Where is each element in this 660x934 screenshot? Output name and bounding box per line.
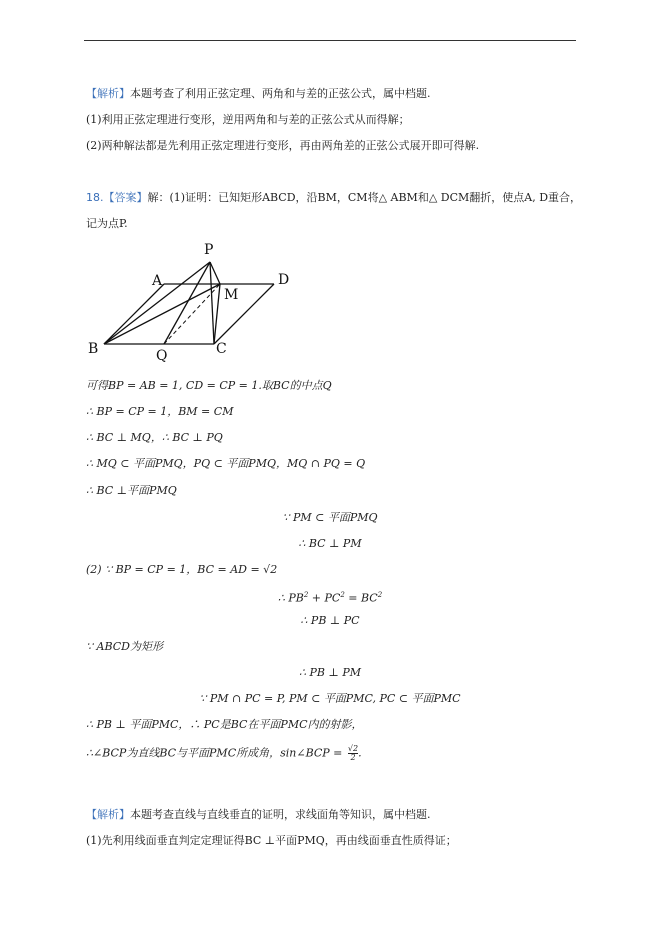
edge-PC [210,262,214,344]
step-1: 可得BP = AB = 1, CD = CP = 1.取BC的中点Q [86,379,332,392]
label-P: P [204,242,214,258]
part2-line: (2) ∵ BP = CP = 1，BC = AD = √2 [86,563,278,576]
analysis-point-1: (1)利用正弦定理进行变形，逆用两角和与差的正弦公式从而得解； [86,113,410,126]
edge-CD [214,284,274,344]
edge-BM [104,284,220,344]
step-2: ∴ BP = CP = 1，BM = CM [86,405,234,418]
step-4: ∴ MQ ⊂ 平面PMQ，PQ ⊂ 平面PMQ，MQ ∩ PQ = Q [86,457,366,470]
label-D: D [278,272,290,288]
centered-eq-2: ∴ BC ⊥ PM [298,537,362,550]
analysis-tag: 【解析】 [86,87,130,100]
question-number: 18. [86,191,104,204]
analysis-tag: 【解析】 [86,808,130,821]
edge-AB [104,284,164,344]
q18-intro: 解：(1)证明：已知矩形ABCD，沿BM，CM将△ ABM和△ DCM翻折，使点A, D重合， [147,191,582,204]
projection-line: ∴ PB ⊥ 平面PMC，∴ PC是BC在平面PMC内的射影， [86,718,363,731]
centered-eq-4: ∴ PB ⊥ PC [300,614,360,627]
fraction-sqrt2-over-2: $\frac{√2}{2}$ [347,744,359,762]
label-Q: Q [156,348,168,364]
q18-intro-line [86,191,581,205]
step-3: ∴ BC ⊥ MQ，∴ BC ⊥ PQ [86,431,223,444]
edge-PQ [164,262,210,344]
q18-intro-2: 记为点P. [86,217,128,230]
answer-tag: 【答案】 [103,191,148,204]
label-M: M [224,287,239,303]
analysis-summary: 本题考查了利用正弦定理、两角和与差的正弦公式，属中档题. [130,87,431,100]
angle-line: ∴∠BCP为直线BC与平面PMC所成角，sin∠BCP = $\frac{√2}{2}$ . [86,744,362,762]
label-B: B [88,341,99,357]
label-A: A [152,273,163,289]
centered-eq-5: ∴ PB ⊥ PM [299,666,361,679]
analysis-point-2: (2)两种解法都是先利用正弦定理进行变形，再由两角差的正弦公式展开即可得解. [86,139,480,152]
geometry-figure [84,236,314,366]
top-rule [84,40,576,41]
label-C: C [216,341,227,357]
rect-line: ∵ ABCD为矩形 [86,640,163,653]
centered-eq-1: ∵ PM ⊂ 平面PMQ [282,511,378,524]
analysis-line [86,87,431,101]
edge-MC [214,284,220,344]
centered-eq-3: ∴ $PB^2 + PC^2 = BC^2$ [277,591,383,605]
analysis-summary: 本题考查直线与直线垂直的证明，求线面角等知识，属中档题. [130,808,431,821]
analysis2-point-1: (1)先利用线面垂直判定定理证得BC ⊥平面PMQ，再由线面垂直性质得证； [86,834,457,847]
centered-eq-6: ∵ PM ∩ PC = P, PM ⊂ 平面PMC, PC ⊂ 平面PMC [199,692,461,705]
analysis2-line [86,808,431,822]
step-5: ∴ BC ⊥平面PMQ [86,484,177,497]
